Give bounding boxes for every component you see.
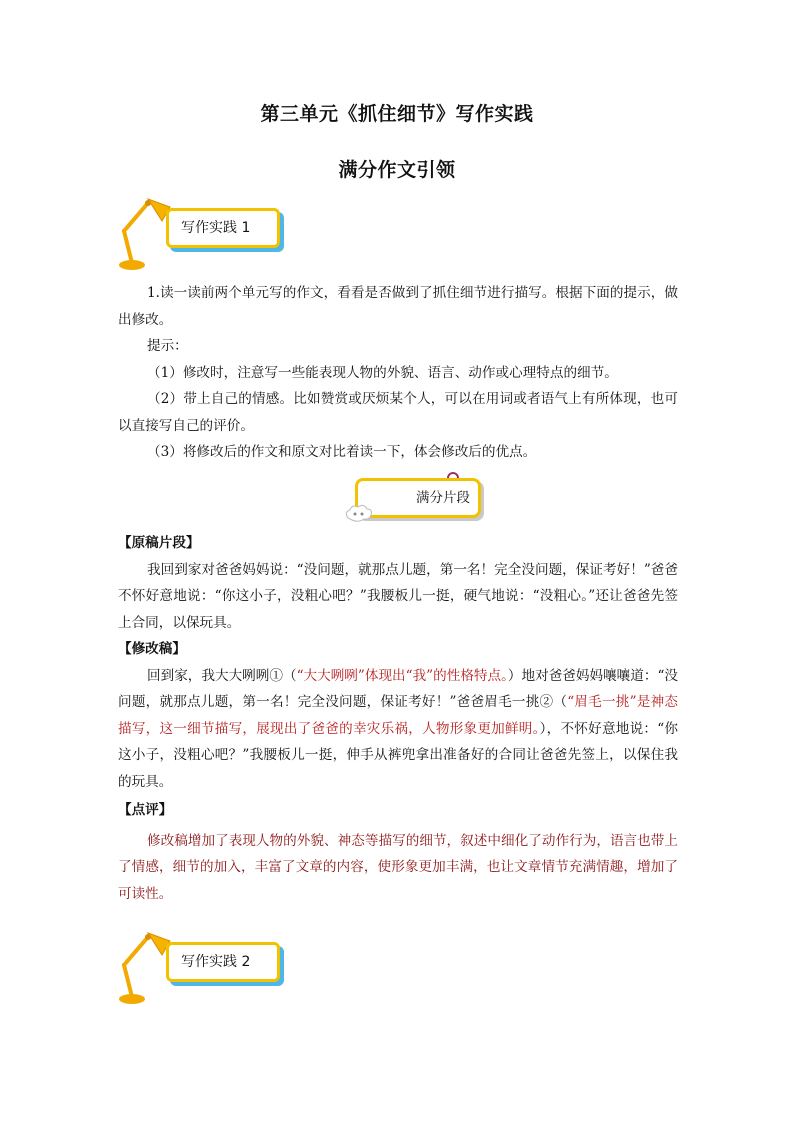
hint-item-2: （2）带上自己的情感。比如赞赏或厌烦某个人，可以在用词或者语气上有所体现，也可以直接写自己的评价。 xyxy=(118,391,678,434)
sample-section xyxy=(118,530,678,907)
writing-practice-1-badge: 写作实践 1 xyxy=(166,208,280,248)
page-title: 第三单元《抓住细节》写作实践 xyxy=(260,103,534,125)
annotation-2: “眉毛一挑”是神态描写，这一细节描写，展现出了爸爸的幸灾乐祸，人物形象更加鲜明。 xyxy=(118,694,678,737)
revised-text-part-2: ）地对爸爸妈妈嚷嚷道：“没问题，就那点儿题，第一名！完全没问题，保证考好！”爸爸眉毛一挑②（ xyxy=(118,667,679,710)
revised-text xyxy=(118,663,678,796)
original-label: 【原稿片段】 xyxy=(118,535,200,551)
hint-label: 提示： xyxy=(147,338,188,354)
task-instructions xyxy=(118,280,678,466)
revised-text-part-3: ），不怀好意地说：“你这小子，没粗心吧？”我腰板儿一挺，伸手从裤兜拿出准备好的合同让爸爸先签上，以保住我的玩具。 xyxy=(118,720,678,790)
revised-label: 【修改稿】 xyxy=(118,641,186,657)
comment-text: 修改稿增加了表现人物的外貌、神态等描写的细节，叙述中细化了动作行为，语言也带上了情感，细节的加入，丰富了文章的内容，使形象更加丰满，也让文章情节充满情趣，增加了可读性。 xyxy=(118,832,678,902)
comment-label: 【点评】 xyxy=(118,802,173,818)
full-score-clip-badge: 满分片段 xyxy=(355,478,481,518)
annotation-1: “大大咧咧”体现出“我”的性格特点。 xyxy=(296,667,508,684)
hint-item-3: （3）将修改后的作文和原文对比着读一下，体会修改后的优点。 xyxy=(147,444,537,460)
writing-practice-2-badge: 写作实践 2 xyxy=(166,942,280,982)
revised-text-part-1: 回到家，我大大咧咧①（ xyxy=(147,667,297,684)
cloud-doodle-icon xyxy=(340,500,380,526)
page-subtitle: 满分作文引领 xyxy=(338,159,456,181)
task-question: 1.读一读前两个单元写的作文，看看是否做到了抓住细节进行描写。根据下面的提示，做出修改。 xyxy=(118,285,678,328)
original-text: 我回到家对爸爸妈妈说：“没问题，就那点儿题，第一名！完全没问题，保证考好！”爸爸不怀好意地说：“你这小子，没粗心吧？”我腰板儿一挺，硬气地说：“没粗心。”还让爸爸先签上合同，以保玩具。 xyxy=(118,561,678,631)
hint-item-1: （1）修改时，注意写一些能表现人物的外貌、语言、动作或心理特点的细节。 xyxy=(147,364,618,381)
